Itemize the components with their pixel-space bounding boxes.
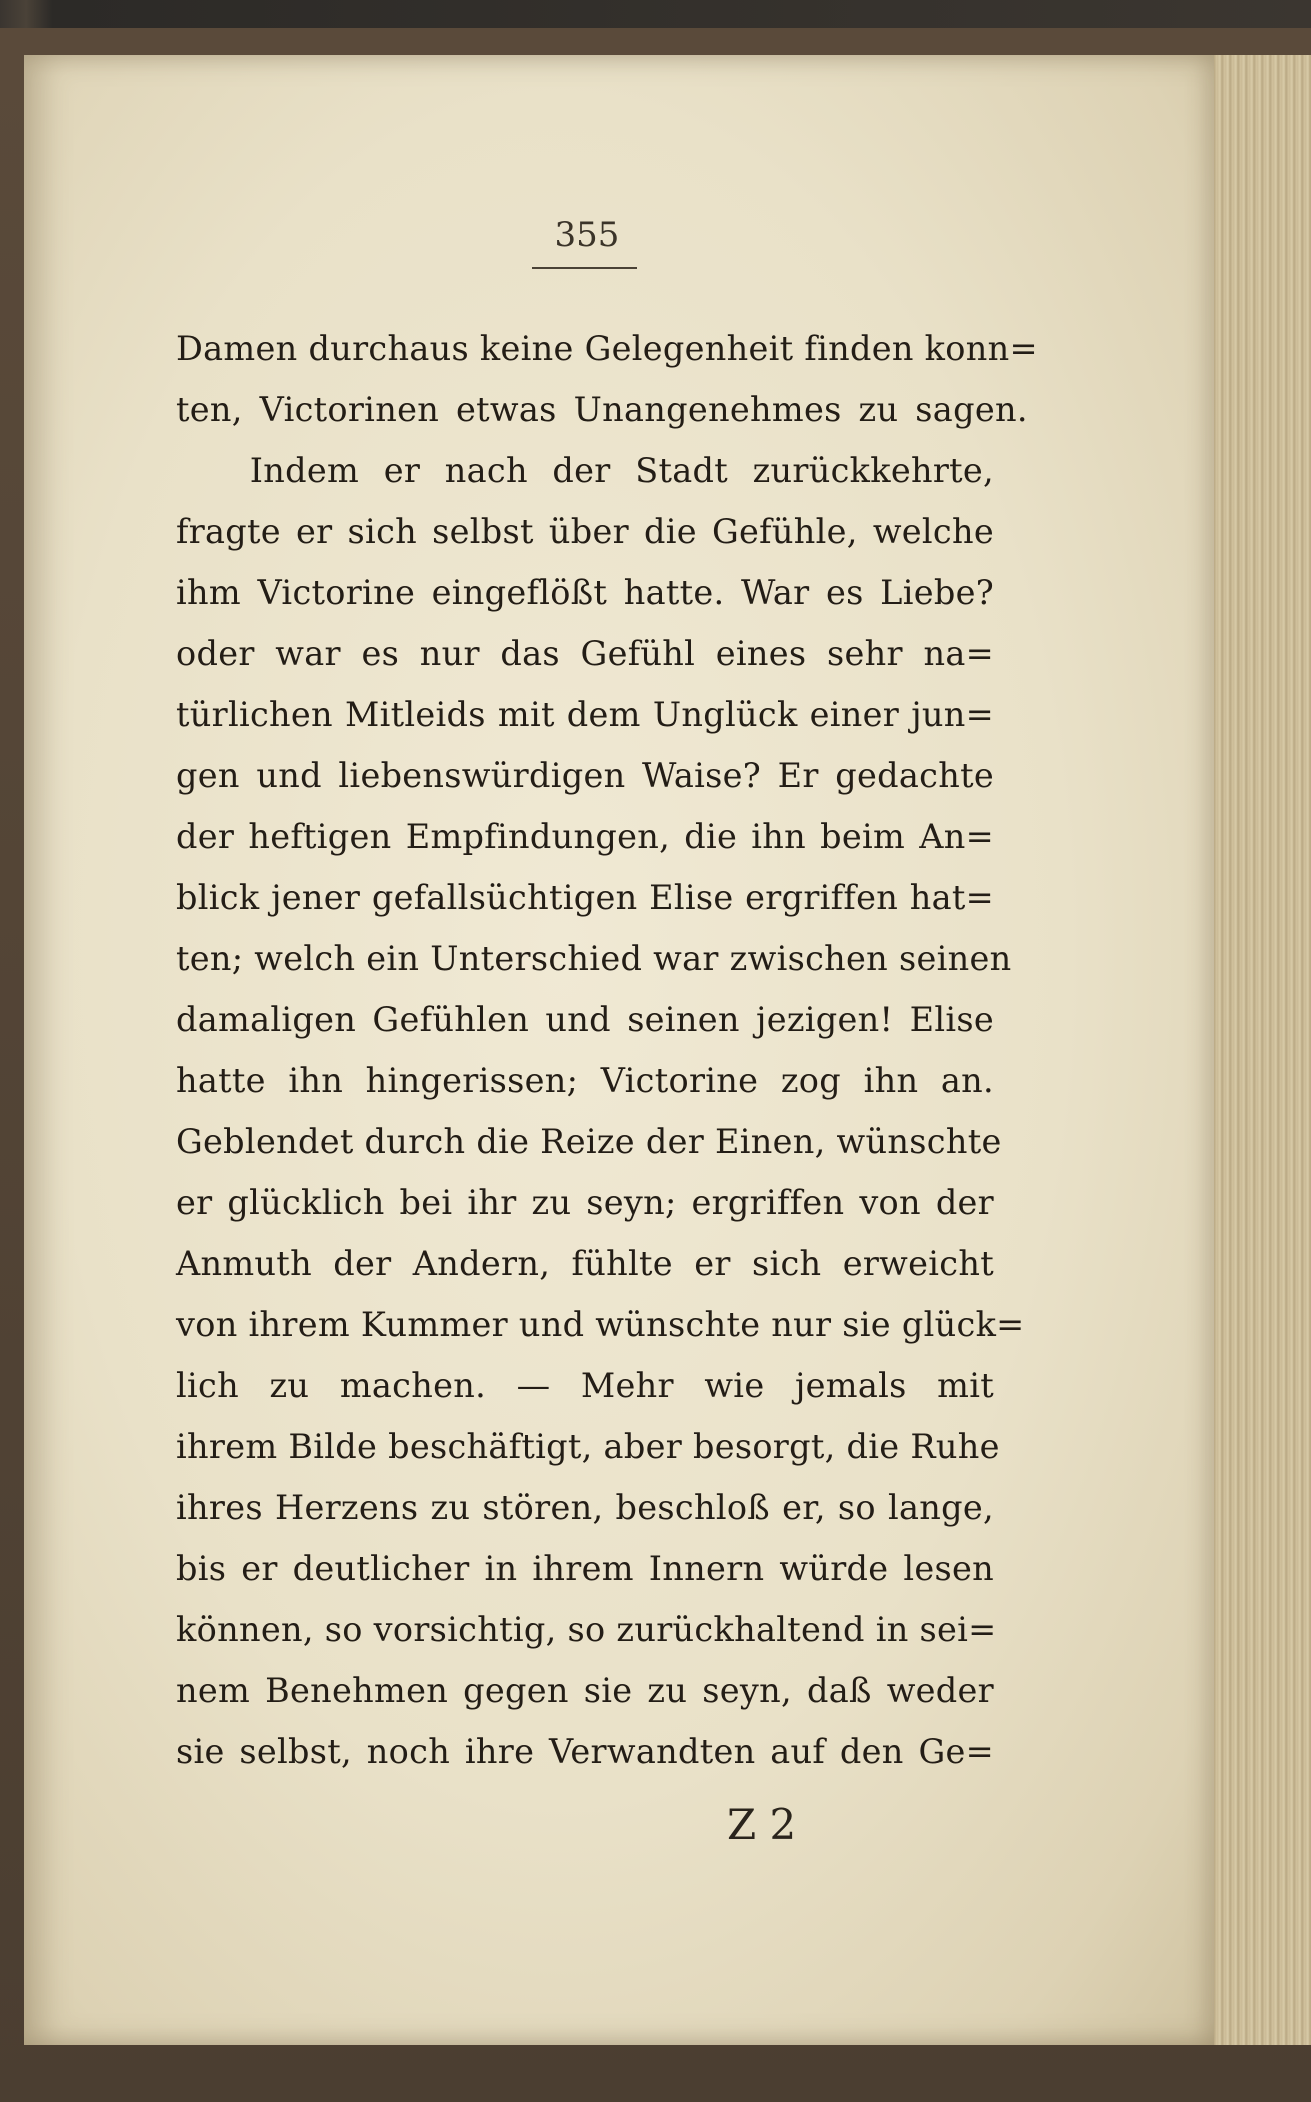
text-line: ten, Victorinen etwas Unangenehmes zu sagen. xyxy=(176,390,1028,429)
text-line: gen und liebenswürdigen Waise? Er gedachte xyxy=(176,756,994,795)
text-line: er glücklich bei ihr zu seyn; ergriffen von der xyxy=(176,1183,994,1222)
text-line: hatte ihn hingerissen; Victorine zog ihn an. xyxy=(176,1061,994,1100)
text-line: Anmuth der Andern, fühlte er sich erweicht xyxy=(176,1244,994,1283)
text-line: Indem er nach der Stadt zurückkehrte, xyxy=(176,451,994,490)
text-line: lich zu machen. — Mehr wie jemals mit xyxy=(176,1366,994,1405)
text-line: sie selbst, noch ihre Verwandten auf den Ge= xyxy=(176,1732,994,1771)
page-number-rule xyxy=(532,267,637,269)
text-line: nem Benehmen gegen sie zu seyn, daß weder xyxy=(176,1671,994,1710)
text-line: blick jener gefallsüchtigen Elise ergriffen hat= xyxy=(176,878,994,917)
text-line: Damen durchaus keine Gelegenheit finden konn= xyxy=(176,329,1038,368)
text-line: können, so vorsichtig, so zurückhaltend in sei= xyxy=(176,1610,997,1649)
text-line: der heftigen Empfindungen, die ihn beim An= xyxy=(176,817,994,856)
text-line: fragte er sich selbst über die Gefühle, welche xyxy=(176,512,994,551)
text-line: ihrem Bilde beschäftigt, aber besorgt, die Ruhe xyxy=(176,1427,1000,1466)
text-line: ten; welch ein Unterschied war zwischen seinen xyxy=(176,939,1012,978)
page-number: 355 xyxy=(554,215,620,255)
text-line: damaligen Gefühlen und seinen jezigen! Elise xyxy=(176,1000,994,1039)
text-line: Geblendet durch die Reize der Einen, wünschte xyxy=(176,1122,1002,1161)
text-line: von ihrem Kummer und wünschte nur sie glück= xyxy=(176,1305,1025,1344)
text-line: bis er deutlicher in ihrem Innern würde lesen xyxy=(176,1549,994,1588)
page-body-text xyxy=(176,318,1038,1782)
text-line: ihm Victorine eingeflößt hatte. War es Liebe? xyxy=(176,573,994,612)
printer-signature-mark: Z 2 xyxy=(727,1800,797,1849)
text-line: ihres Herzens zu stören, beschloß er, so lange, xyxy=(176,1488,994,1527)
text-line: türlichen Mitleids mit dem Unglück einer jun= xyxy=(176,695,994,734)
page-edges xyxy=(1199,55,1311,2045)
text-line: oder war es nur das Gefühl eines sehr na= xyxy=(176,634,994,673)
